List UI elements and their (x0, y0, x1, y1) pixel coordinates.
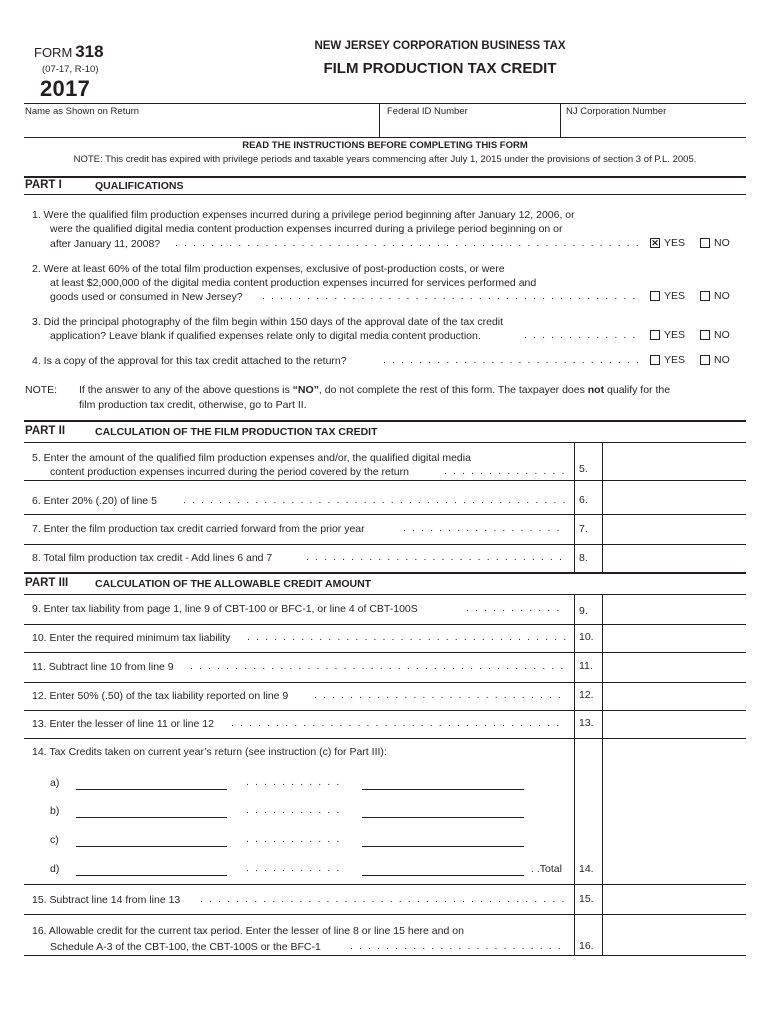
amount-divider (602, 545, 603, 572)
line-6-num: 6. (574, 481, 588, 514)
nj-corp-field-label: NJ Corporation Number (566, 106, 667, 117)
amount-divider (602, 625, 603, 652)
leader-dots (183, 494, 566, 506)
line-14c-label: c) (50, 834, 59, 846)
question-2-line-2: at least $2,000,000 of the digital media content production expenses incurred for services performed and (50, 277, 537, 289)
q2-no-checkbox[interactable] (700, 291, 710, 301)
line-16-num: 16. (574, 915, 594, 955)
question-1-line-2: were the qualified digital media content production expenses incurred during a privilege period beginning on or (50, 223, 563, 235)
line-14d-label: d) (50, 863, 60, 875)
fein-field-label: Federal ID Number (387, 106, 468, 117)
leader-dots (246, 862, 346, 874)
note-text-line-2: film production tax credit, otherwise, go to Part II. (79, 399, 307, 411)
part-rule (24, 176, 746, 178)
line-14a-label: a) (50, 777, 60, 789)
leader-dots (247, 631, 566, 643)
line-5-text: 5. Enter the amount of the qualified film production expenses and/or, the qualified digital media (32, 452, 471, 464)
q1-no-label: NO (714, 237, 730, 249)
q3-yes-checkbox[interactable] (650, 330, 660, 340)
line-14-text: 14. Tax Credits taken on current year’s return (see instruction (c) for Part III): (32, 746, 387, 758)
part-rule (24, 442, 746, 443)
line-8-text: 8. Total film production tax credit - Add lines 6 and 7 (32, 552, 273, 564)
line-14b-credit-amount[interactable] (362, 817, 524, 818)
name-field[interactable] (25, 120, 375, 136)
line-14b-credit-name[interactable] (76, 817, 227, 818)
leader-dots (200, 893, 566, 905)
q4-no-label: NO (714, 354, 730, 366)
row-rule (24, 514, 746, 515)
line-7-amount[interactable] (604, 516, 744, 543)
line-16-text: 16. Allowable credit for the current tax period. Enter the lesser of line 8 or line 15 here and on (32, 925, 464, 937)
leader-dots (246, 804, 346, 816)
leader-dots (350, 940, 566, 952)
line-14c-credit-amount[interactable] (362, 846, 524, 847)
line-9-text: 9. Enter tax liability from page 1, line 9 of CBT-100 or BFC-1, or line 4 of CBT-100S (32, 603, 418, 615)
amount-divider (602, 515, 603, 544)
q2-no-label: NO (714, 290, 730, 302)
read-instructions: READ THE INSTRUCTIONS BEFORE COMPLETING THIS FORM (242, 140, 528, 151)
form-word: FORM (34, 45, 73, 60)
q1-yes-label: YES (664, 237, 686, 249)
q2-yes-checkbox[interactable] (650, 291, 660, 301)
line-14c-credit-name[interactable] (76, 846, 227, 847)
leader-dots (175, 237, 639, 249)
amount-divider (602, 683, 603, 710)
name-field-label: Name as Shown on Return (25, 106, 140, 117)
question-4-line-1: 4. Is a copy of the approval for this tax credit attached to the return? (32, 355, 347, 367)
row-rule (24, 652, 746, 653)
field-divider (560, 103, 561, 137)
leader-dots (190, 660, 566, 672)
question-1-line-3: after January 11, 2008? (50, 238, 161, 250)
row-rule (24, 624, 746, 625)
line-14a-credit-name[interactable] (76, 789, 227, 790)
part-rule (24, 420, 746, 422)
leader-dots (383, 354, 639, 366)
amount-divider (602, 885, 603, 914)
row-rule (24, 480, 746, 481)
form-title: FILM PRODUCTION TAX CREDIT (323, 60, 557, 77)
line-11-text: 11. Subtract line 10 from line 9 (32, 661, 174, 673)
amount-divider (602, 711, 603, 738)
note-text: If the answer to any of the above questions is “NO”, do not complete the rest of this form. The taxpayer does not qualify for the (79, 384, 671, 396)
line-6-amount[interactable] (604, 482, 744, 513)
row-rule (24, 710, 746, 711)
amount-divider (602, 653, 603, 682)
line-13-num: 13. (574, 711, 594, 738)
question-3-line-1: 3. Did the principal photography of the film begin within 150 days of the approval date of the tax credit (32, 316, 504, 328)
q1-yes-checkbox[interactable]: ✕ (651, 238, 659, 248)
q4-yes-checkbox[interactable] (650, 355, 660, 365)
header-rule (24, 103, 746, 104)
line-14b-label: b) (50, 805, 60, 817)
leader-dots (524, 329, 639, 341)
leader-dots (246, 833, 346, 845)
line-14a-credit-amount[interactable] (362, 789, 524, 790)
line-13-text: 13. Enter the lesser of line 11 or line 12 (32, 718, 214, 730)
line-7-text: 7. Enter the film production tax credit carried forward from the prior year (32, 523, 365, 535)
question-3-line-2: application? Leave blank if qualified expenses relate only to digital media content production. (50, 330, 481, 342)
amount-divider (602, 915, 603, 955)
question-2-line-1: 2. Were at least 60% of the total film production expenses, exclusive of post-production costs, or were (32, 263, 505, 275)
fein-field[interactable] (383, 120, 557, 136)
leader-dots (314, 689, 566, 701)
leader-dots (246, 776, 346, 788)
field-divider (379, 103, 380, 137)
line-15-text: 15. Subtract line 14 from line 13 (32, 894, 181, 906)
form-id (34, 42, 104, 62)
part2-title: CALCULATION OF THE FILM PRODUCTION TAX CREDIT (95, 426, 378, 438)
line-15-num: 15. (574, 885, 594, 914)
line-14d-credit-name[interactable] (76, 875, 227, 876)
part-rule (24, 572, 746, 574)
q4-yes-label: YES (664, 354, 686, 366)
amount-divider (602, 481, 603, 514)
line-12-amount[interactable] (604, 684, 744, 709)
line-9-num: 9. (574, 595, 588, 624)
row-rule (24, 955, 746, 956)
amount-divider (602, 739, 603, 884)
leader-dots (444, 465, 566, 477)
note-label: NOTE: (25, 384, 58, 396)
q2-yes-label: YES (664, 290, 686, 302)
q3-no-checkbox[interactable] (700, 330, 710, 340)
question-2-line-3: goods used or consumed in New Jersey? (50, 291, 243, 303)
q3-yes-label: YES (664, 329, 686, 341)
form-year: 2017 (40, 76, 91, 101)
row-rule (24, 738, 746, 739)
leader-dots (466, 602, 566, 614)
part-rule (24, 194, 746, 195)
header-rule (24, 137, 746, 138)
line-16-text-2: Schedule A-3 of the CBT-100, the CBT-100S or the BFC-1 (50, 941, 321, 953)
form-revision: (07-17, R-10) (42, 64, 99, 75)
line-8-num: 8. (574, 545, 588, 572)
line-11-num: 11. (574, 653, 593, 682)
part-rule (24, 594, 746, 595)
line-15-amount[interactable] (604, 886, 744, 913)
leader-dots (231, 717, 566, 729)
row-rule (24, 914, 746, 915)
leader-dots (403, 522, 566, 534)
q4-no-checkbox[interactable] (700, 355, 710, 365)
line-10-text: 10. Enter the required minimum tax liability (32, 632, 231, 644)
line-5-num: 5. (574, 443, 588, 480)
amount-divider (602, 443, 603, 480)
line-14d-credit-amount[interactable] (362, 875, 524, 876)
line-11-amount[interactable] (604, 654, 744, 681)
leader-dots (306, 551, 566, 563)
line-12-num: 12. (574, 683, 594, 710)
question-1-line-1: 1. Were the qualified film production expenses incurred during a privilege period beginning after January 12, 2006, or (32, 209, 575, 221)
line-10-num: 10. (574, 625, 594, 652)
form-number: 318 (75, 42, 104, 61)
line-14-amount[interactable] (604, 852, 744, 883)
q1-no-checkbox[interactable] (700, 238, 710, 248)
row-rule (24, 544, 746, 545)
line-10-amount[interactable] (604, 626, 744, 651)
line-14-total-label: . .Total (531, 863, 562, 875)
line-6-text: 6. Enter 20% (.20) of line 5 (32, 495, 157, 507)
row-rule (24, 884, 746, 885)
line-14-num: 14. (579, 863, 594, 875)
amount-divider (602, 595, 603, 624)
part3-title: CALCULATION OF THE ALLOWABLE CREDIT AMOUNT (95, 578, 372, 590)
line-9-amount[interactable] (604, 596, 744, 623)
line-8-amount[interactable] (604, 546, 744, 571)
q3-no-label: NO (714, 329, 730, 341)
line-5-amount[interactable] (604, 444, 744, 479)
leader-dots (262, 290, 639, 302)
part1-tag: PART I (25, 179, 62, 191)
nj-corp-field[interactable] (564, 120, 744, 136)
line-13-amount[interactable] (604, 712, 744, 737)
line-16-amount[interactable] (604, 916, 744, 954)
part2-tag: PART II (25, 425, 66, 437)
part3-tag: PART III (25, 577, 69, 589)
amount-divider (574, 739, 575, 884)
line-12-text: 12. Enter 50% (.50) of the tax liability reported on line 9 (32, 690, 289, 702)
row-rule (24, 682, 746, 683)
line-7-num: 7. (574, 515, 588, 544)
line-5-text-2: content production expenses incurred during the period covered by the return (50, 466, 409, 478)
part1-title: QUALIFICATIONS (95, 180, 184, 192)
expiry-note: NOTE: This credit has expired with privilege periods and taxable years commencing after July 1, 2015 under the provisions of section 3 of P.L. 2005. (73, 154, 697, 165)
agency-title: NEW JERSEY CORPORATION BUSINESS TAX (314, 40, 566, 52)
